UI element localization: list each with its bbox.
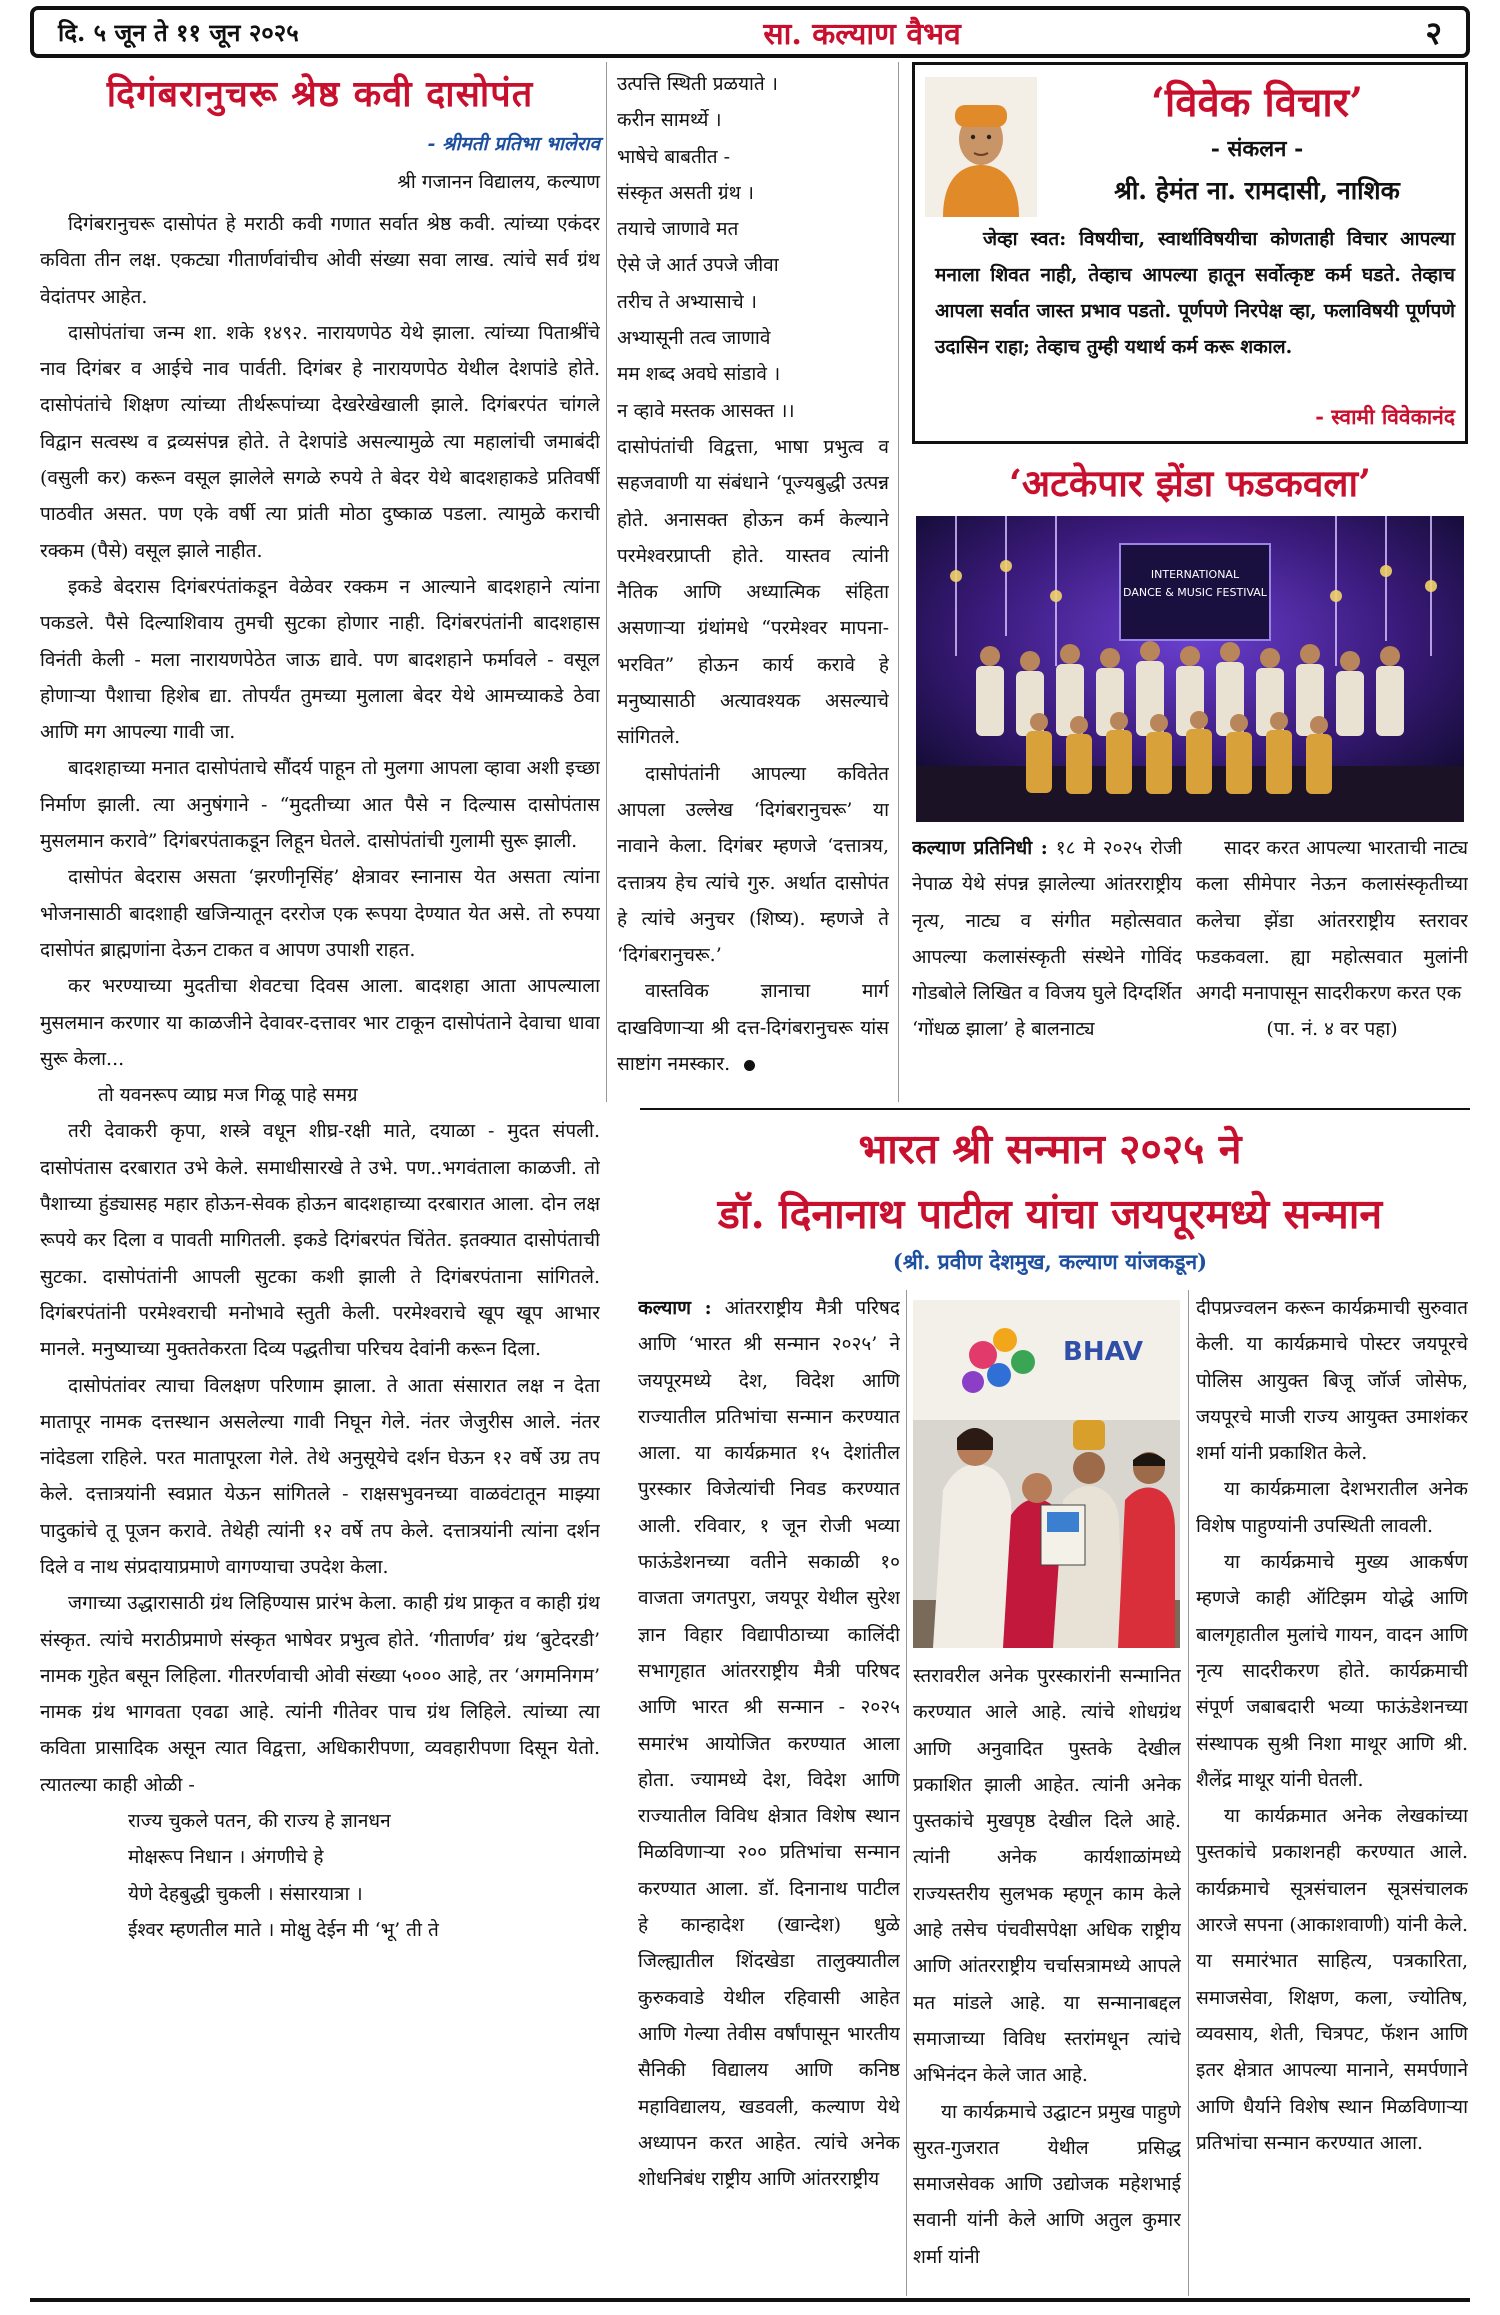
end-bullet-icon — [744, 1060, 755, 1071]
column-divider — [898, 62, 899, 1102]
article2-column2 — [1196, 830, 1468, 1100]
paragraph: जगाच्या उद्धारासाठी ग्रंथ लिहिण्यास प्रारंभ केला. काही ग्रंथ प्राकृत व काही ग्रंथ संस्कृत. त्यांचे मराठीप्रमाणे संस्कृत भाषेवर प्रभुत्व होते. ‘गीतार्णव’ ग्रंथ ‘बुटेदरडी’ नामक गुहेत बसून लिहिला. गीतरर्णवाची ओवी संख्या ५००० आहे, तर ‘अगमनिगम’ नामक ग्रंथ भागवता एवढा आहे. त्यांनी गीतेवर पाच ग्रंथ लिहिले. त्यांच्या त्या कविता प्रासादिक असून त्यात विद्वत्ता, अधिकारीपणा, व्यवहारीपणा दिसून येतो. त्यातल्या काही ओळी - — [40, 1592, 600, 1796]
page-bottom-rule — [30, 2298, 1470, 2302]
verse-line: संस्कृत असती ग्रंथ । — [617, 181, 754, 204]
paragraph-text: आंतरराष्ट्रीय मैत्री परिषद आणि ‘भारत श्री सन्मान २०२५’ ने जयपूरमध्ये देश, विदेश आणि राज्यातील प्रतिभांचा सन्मान करण्यात आला. या कार्यक्रमात १५ देशांतील पुरस्कार विजेत्यांची निवड करण्यात आली. रविवार, १ जून रोजी भव्या फाऊंडेशनच्या वतीने सकाळी १० वाजता जगतपुरा, जयपूर येथील सुरेश ज्ञान विहार विद्यापीठाच्या कालिंदी सभागृहात आंतरराष्ट्रीय मैत्री परिषद आणि भारत श्री सन्मान - २०२५ समारंभ आयोजित करण्यात आला होता. ज्यामध्ये देश, विदेश आणि राज्यातील विविध क्षेत्रात विशेष स्थान मिळविणाऱ्या २०० प्रतिभांचा सन्मान करण्यात आला. डॉ. दिनानाथ पाटील हे कान्हादेश (खान्देश) धुळे जिल्ह्यातील शिंदखेडा तालुक्यातील कुरुकवाडे येथील रहिवासी आहेत आणि गेल्या तेवीस वर्षांपासून भारतीय सैनिकी विद्यालय आणि कनिष्ठ महाविद्यालय, खडवली, कल्याण येथे अध्यापन करत आहेत. त्यांचे अनेक शोधनिबंध राष्ट्रीय आणि आंतरराष्ट्रीय — [638, 1297, 900, 2191]
paragraph: दासोपंतांची विद्वत्ता, भाषा प्रभुत्व व सहजवाणी या संबंधाने ‘पूज्यबुद्धी उत्पन्न होते. अनासक्त होऊन कर्म केल्याने परमेश्वरप्राप्ती होते. यास्तव त्यांनी नैतिक आणि अध्यात्मिक संहिता असणाऱ्या ग्रंथांमधे “परमेश्वर मापना-भरवित” होऊन कार्य करावे हे मनुष्यासाठी अत्यावश्यक असल्याचे सांगितले. — [617, 435, 889, 749]
verse-line: न व्हावे मस्तक आसक्त ।। — [617, 399, 795, 422]
paragraph: बादशहाच्या मनात दासोपंताचे सौंदर्य पाहून तो मुलगा आपला व्हावा अशी इच्छा निर्माण झाली. त्या अनुषंगाने - “मुदतीच्या आत पैसे न दिल्यास दासोपंतास मुसलमान करावे” दिगंबरपंताकडून लिहून घेतले. दासोपंतांची गुलामी सुरू झाली. — [40, 757, 600, 853]
vivek-title: ‘विवेक विचार’ — [1150, 79, 1364, 126]
article3-title-line2: डॉ. दिनानाथ पाटील यांचा जयपूरमध्ये सन्मान — [717, 1190, 1383, 1238]
paragraph: सादर करत आपल्या भारताची नाट्य कला सीमेपार नेऊन कलासंस्कृतीच्या कलेचा झेंडा आंतरराष्ट्रीय स्तरावर फडकवला. ह्या महोत्सवात मुलांनी अगदी मनापासून सादरीकरण करत एक — [1196, 837, 1468, 1005]
paragraph-text: १८ मे २०२५ रोजी नेपाळ येथे संपन्न झालेल्या आंतरराष्ट्रीय नृत्य, नाट्य व संगीत महोत्सवात आपल्या कलासंस्कृती संस्थेने गोविंद गोडबोले लिखित व विजय घुले दिग्दर्शित ‘गोंधळ झाला’ हे बालनाट्य — [912, 837, 1182, 1041]
column-divider — [606, 62, 607, 1102]
banner-text: BHAV — [1063, 1337, 1144, 1367]
paragraph: दिगंबरानुचरू दासोपंत हे मराठी कवी गणात सर्वात श्रेष्ठ कवी. त्यांच्या एकंदर कविता तीन लक्ष. एकट्या गीतार्णवांचीच ओवी संख्या सवा लाख. त्यांचे सर्व ग्रंथ वेदांतपर आहेत. — [40, 213, 600, 308]
article1-column1 — [40, 206, 600, 2296]
verse-line: ऐसे जे आर्त उपजे जीवा — [617, 254, 779, 277]
vivek-compiler-name: श्री. हेमंत ना. रामदासी, नाशिक — [1114, 176, 1400, 205]
paragraph: दासोपंत बेदरास असता ‘झरणीनृसिंह’ क्षेत्रावर स्नानास येत असता त्यांना भोजनासाठी बादशाही खजिन्यातून दररोज एक रूपया देण्यात येत असे. तो रुपया दासोपंत ब्राह्मणांना देऊन टाकत व आपण उपाशी राहत. — [40, 866, 600, 961]
festival-group-photo-icon — [916, 516, 1464, 822]
vivek-vichar-box — [912, 62, 1468, 444]
article2-lead: कल्याण प्रतिनिधी : — [912, 837, 1048, 859]
verse-line: मम शब्द अवघे सांडावे । — [617, 363, 781, 386]
section-divider — [640, 1108, 1470, 1110]
column-divider — [1188, 1290, 1189, 2296]
vivek-quote-author: - स्वामी विवेकानंद — [1315, 404, 1455, 429]
page-number: २ — [1425, 13, 1442, 52]
paragraph: या कार्यक्रमाचे उद्घाटन प्रमुख पाहुणे सुरत-गुजरात येथील प्रसिद्ध समाजसेवक आणि उद्योजक महेशभाई सवानी यांनी केले आणि अतुल कुमार शर्मा यांनी — [913, 2100, 1181, 2268]
banner-line: DANCE & MUSIC FESTIVAL — [1123, 586, 1267, 599]
banner-line: INTERNATIONAL — [1150, 568, 1240, 581]
verse-line: राज्य चुकले पतन, की राज्य हे ज्ञानधन — [128, 1810, 391, 1833]
vivek-quote: जेव्हा स्वत: विषयीचा, स्वार्थाविषयीचा कोणताही विचार आपल्या मनाला शिवत नाही, तेव्हाच आपल्या हातून सर्वोत्कृष्ट कर्म घडते. तेव्हाच आपला सर्वात जास्त प्रभाव पडतो. पूर्णपणे निरपेक्ष व्हा, फलाविषयी पूर्णपणे उदासिन राहा; तेव्हाच तुम्ही यथार्थ कर्म करू शकाल. — [935, 228, 1455, 358]
paragraph — [638, 1290, 900, 2197]
paragraph: या कार्यक्रमाचे मुख्य आकर्षण म्हणजे काही ऑटिझम योद्धे आणि बालगृहातील मुलांचे गायन, वादन आणि नृत्य सादरीकरण होते. कार्यक्रमाची संपूर्ण जबाबदारी भव्या फाऊंडेशनच्या संस्थापक सुश्री निशा माथूर आणि श्री. शैलेंद्र माथूर यांनी घेतली. — [1196, 1551, 1468, 1791]
verse-line: तयाचे जाणावे मत — [617, 218, 739, 241]
article3-column2 — [913, 1658, 1181, 2298]
paragraph — [617, 973, 889, 1082]
paragraph: दासोपंतांचा जन्म शा. शके १४९२. नारायणपेठ येथे झाला. त्यांच्या पिताश्रींचे नाव दिगंबर व आईचे नाव पार्वती. दिगंबर हे नारायणपेठ येथील देशपांडे होते. दासोपंतांचे शिक्षण त्यांच्या तीर्थरूपांच्या देखरेखेखाली झाले. दिगंबरपंत चांगले विद्वान सत्वस्थ व द्रव्यसंपन्न होते. ते देशपांडे असल्यामुळे त्या महालांची जमाबंदी (वसुली कर) करून वसूल झालेले सगळे रुपये ते बेदर येथे बादशहाकडे प्रतिवर्षी पाठवीत असत. पण एके वर्षी त्या प्रांती मोठा दुष्काळ पडला. त्यामुळे कराची रक्कम (पैसे) वसूल झाले नाहीत. — [40, 321, 600, 562]
article2-column1 — [912, 830, 1182, 1100]
article2-title: ‘अटकेपार झेंडा फडकवला’ — [1009, 461, 1371, 505]
issue-date: दि. ५ जून ते ११ जून २०२५ — [58, 17, 299, 47]
continued-note: (पा. नं. ४ वर पहा) — [1266, 1018, 1398, 1041]
article3-column3 — [1196, 1290, 1468, 2296]
article3-byline: (श्री. प्रवीण देशमुख, कल्याण यांजकडून) — [892, 1249, 1208, 1274]
verse-line: भाषेचे बाबतीत - — [617, 145, 731, 168]
paragraph: तरी देवाकरी कृपा, शस्त्रे वधून शीघ्र-रक्षी माते, दयाळा - मुदत संपली. दासोपंतास दरबारात उभे केले. समाधीसारखे ते उभे. पण..भगवंताला काळजी. तो पैशाच्या हुंड्यासह महार होऊन-सेवक होऊन बादशहाच्या दरबारात आला. दोन लक्ष रूपये कर दिला व पावती मागितली. इकडे दिगंबरपंत चिंतेत. इतक्यात दासोपंताची सुटका. दासोपंतांनी आपली सुटका कशी झाली ते दिगंबरपंताना सांगितले. दिगंबरपंतांनी परमेश्वराची मनोभावे स्तुती केली. परमेश्वराचे खूप खूप आभार मानले. मनुष्याच्या मुक्ततेकरता दिव्य पद्धतीचा परिचय देवांनी करून दिला. — [40, 1120, 600, 1361]
verse-line: मोक्षरूप निधान । अंगणीचे हे — [128, 1846, 324, 1869]
paragraph-text: वास्तविक ज्ञानाचा मार्ग दाखविणाऱ्या श्री दत्त-दिगंबरानुचरू यांस साष्टांग नमस्कार. — [617, 980, 889, 1076]
paragraph: दासोपंतांवर त्याचा विलक्षण परिणाम झाला. ते आता संसारात लक्ष न देता मातापूर नामक दत्तस्थान असलेल्या गावी निघून गेले. नंतर जेजुरीस आले. नंतर नांदेडला राहिले. परत मातापूरला गेले. तेथे अनुसूयेचे दर्शन घेऊन १२ वर्षे उग्र तप केले. दत्तात्रयांनी स्वप्नात येऊन सांगितले - राक्षसभुवनच्या वाळवंटातून माझ्या पादुकांचे तू पूजन करावे. तेथेही त्यांनी १२ वर्षे तप केले. दत्तात्रयांनी त्यांना दर्शन दिले व नाथ संप्रदायाप्रमाणे वागण्याचा उपदेश केला. — [40, 1374, 600, 1578]
verse-line: ईश्वर म्हणतील माते । मोक्षु देईन मी ‘भू’ ती ते — [128, 1918, 439, 1941]
paragraph: या कार्यक्रमात अनेक लेखकांच्या पुस्तकांचे प्रकाशनही करण्यात आले. कार्यक्रमाचे सूत्रसंचालन सूत्रसंचालक आरजे सपना (आकाशवाणी) यांनी केले. या समारंभात साहित्य, पत्रकारिता, समाजसेवा, शिक्षण, कला, ज्योतिष, व्यवसाय, शेती, चित्रपट, फॅशन आणि इतर क्षेत्रात आपल्या मानाने, समर्पणाने आणि धैर्याने विशेष स्थान मिळविणाऱ्या प्रतिभांचा सन्मान करण्यात आला. — [1196, 1805, 1468, 2154]
verse-line: उत्पत्ति स्थिती प्रळयाते । — [617, 73, 778, 95]
paragraph: स्तरावरील अनेक पुरस्कारांनी सन्मानित करण्यात आले आहे. त्यांचे शोधग्रंथ आणि अनुवादित पुस्तके देखील प्रकाशित झाली आहेत. त्यांनी अनेक पुस्तकांचे मुखपृष्ठ देखील दिले आहे. त्यांनी अनेक कार्यशाळांमध्ये राज्यस्तरीय सुलभक म्हणून काम केले आहे तसेच पंचवीसपेक्षा अधिक राष्ट्रीय आणि आंतरराष्ट्रीय चर्चासत्रामध्ये आपले मत मांडले आहे. या सन्मानाबद्दल समाजाच्या विविध स्तरांमधून त्यांचे अभिनंदन केले जात आहे. — [913, 1665, 1181, 2087]
page-header — [30, 6, 1470, 58]
verse-line: करीन सामर्थ्ये । — [617, 109, 722, 132]
article3-column1 — [638, 1290, 900, 2296]
article1-column2 — [617, 66, 889, 1096]
vivek-compilation-label: - संकलन - — [1210, 136, 1304, 162]
column-divider — [906, 1290, 907, 2296]
award-ceremony-photo-icon — [913, 1300, 1180, 1648]
article1-author: - श्रीमती प्रतिभा भालेराव — [427, 133, 600, 155]
verse-line: अभ्यासूनी तत्व जाणावे — [617, 327, 771, 350]
newspaper-name: सा. कल्याण वैभव — [763, 16, 961, 52]
paragraph — [912, 830, 1182, 1048]
verse-line: तरीच ते अभ्यासाचे । — [617, 290, 757, 313]
verse-line: तो यवनरूप व्याघ्र मज गिळू पाहे समग्र — [98, 1084, 358, 1107]
paragraph: दीपप्रज्वलन करून कार्यक्रमाची सुरुवात केली. या कार्यक्रमाचे पोस्टर जयपूरचे पोलिस आयुक्त बिजू जॉर्ज जोसेफ, जयपूरचे माजी राज्य आयुक्त उमाशंकर शर्मा यांनी प्रकाशित केले. — [1196, 1297, 1468, 1465]
article3-title-line1: भारत श्री सन्मान २०२५ ने — [858, 1125, 1242, 1173]
vivekananda-portrait-icon — [925, 77, 1037, 217]
article1-title: दिगंबरानुचरू श्रेष्ठ कवी दासोपंत — [106, 73, 534, 115]
paragraph: इकडे बेदरास दिगंबरपंतांकडून वेळेवर रक्कम न आल्याने बादशहाने त्यांना पकडले. पैसे दिल्याशिवाय तुमची सुटका होणार नाही. दिगंबरपंतांनी बादशहास विनंती केली - मला नारायणपेठेत जाऊ द्यावे. पण बादशहाने फर्मावले - वसूल होणाऱ्या पैशाचा हिशेब द्या. तोपर्यंत तुमच्या मुलाला बेदर येथे आमच्याकडे ठेवा आणि मग आपल्या गावी जा. — [40, 575, 600, 744]
verse-line: येणे देहबुद्धी चुकली । संसारयात्रा । — [128, 1882, 363, 1905]
paragraph: कर भरण्याच्या मुदतीचा शेवटचा दिवस आला. बादशहा आता आपल्याला मुसलमान करणार या काळजीने देवावर-दत्तावर भार टाकून दासोपंताने देवाचा धावा सुरू केला... — [40, 975, 600, 1070]
paragraph: दासोपंतांनी आपल्या कवितेत आपला उल्लेख ‘दिगंबरानुचरू’ या नावाने केला. दिगंबर म्हणजे ‘दत्तात्रय, दत्तात्रय हेच त्यांचे गुरु. अर्थात दासोपंत हे त्यांचे अनुचर (शिष्य). म्हणजे ते ‘दिगंबरानुचरू.’ — [617, 762, 889, 967]
article3-lead: कल्याण : — [638, 1297, 712, 1319]
paragraph: या कार्यक्रमाला देशभरातील अनेक विशेष पाहुण्यांनी उपस्थिती लावली. — [1196, 1478, 1468, 1537]
article1-school: श्री गजानन विद्यालय, कल्याण — [397, 171, 600, 193]
